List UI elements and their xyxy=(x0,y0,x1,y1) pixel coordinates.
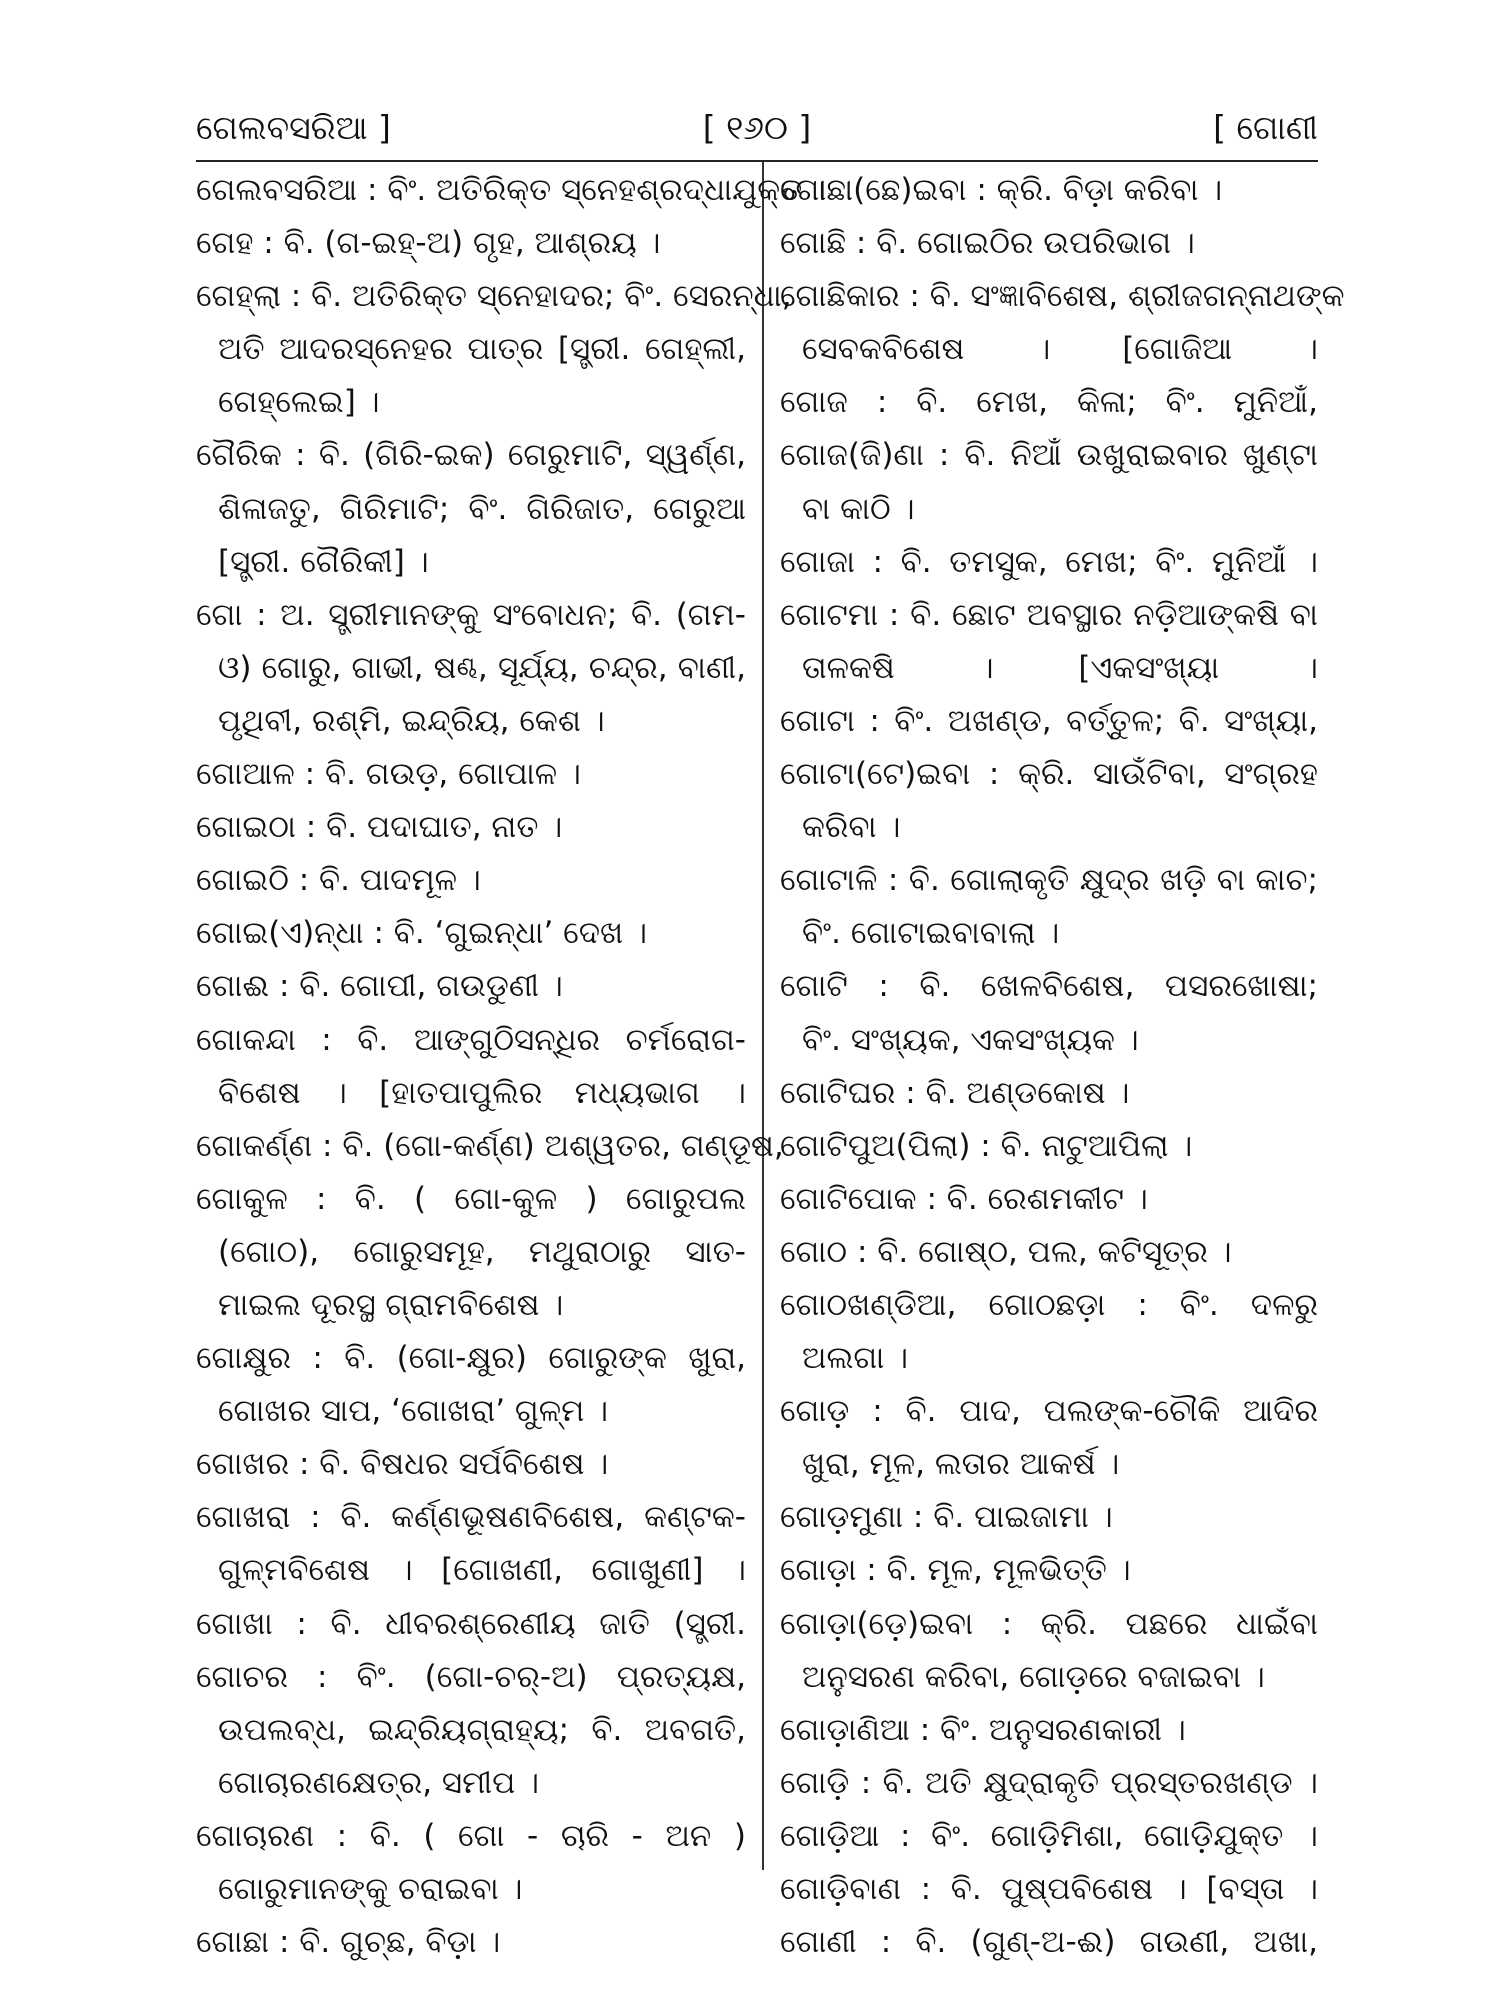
dictionary-line: ଗୋଣୀ : ବି. (ଗୁଣ୍-ଅ-ଈ) ଗଉଣୀ, ଅଖା, xyxy=(780,1924,1318,1961)
dictionary-line: ଗୋଚାରଣ : ବି. ( ଗୋ - ଚାରି - ଅନ ) xyxy=(196,1817,746,1854)
dictionary-line: ଗୋଡ଼ : ବି. ପାଦ, ପଲଙ୍କ-ଚୌକି ଆଦିର xyxy=(780,1393,1318,1430)
dictionary-line: ଗୋଛିକାର : ବି. ସଂଜ୍ଞାବିଶେଷ, ଶ୍ରୀଜଗନ୍ନାଥଙ୍କ xyxy=(780,278,1345,315)
dictionary-line: ଗୋଛା : ବି. ଗୁଚ୍ଛ, ବିଡ଼ା । xyxy=(196,1924,501,1961)
dictionary-line: ଗୋଡ଼ିବାଣ : ବି. ପୁଷ୍ପବିଶେଷ । [ବସ୍ତା । xyxy=(780,1871,1318,1907)
dictionary-line: ଅଲଗା । xyxy=(802,1340,909,1377)
column-divider xyxy=(762,162,764,1870)
dictionary-line: ଗୋଖରା : ବି. କର୍ଣ୍ଣଭୂଷଣବିଶେଷ, କଣ୍ଟକ- xyxy=(196,1499,746,1536)
dictionary-line: ବିଂ. ଗୋଟାଇବାବାଲା । xyxy=(802,915,1060,952)
dictionary-line: ଗୈରିକ : ବି. (ଗିରି-ଇକ) ଗେରୁମାଟି, ସ୍ୱର୍ଣ୍ଣ, xyxy=(196,437,746,474)
page-header xyxy=(196,100,1318,156)
dictionary-line: ଗୋଜ(ଜି)ଣା : ବି. ନିଆଁ ଉଖୁରାଇବାର ଖୁଣ୍ଟା xyxy=(780,437,1318,474)
dictionary-line: ଗୋଖର ସାପ, ‘ଗୋଖରା’ ଗୁଳ୍ମ । xyxy=(218,1393,609,1430)
dictionary-line: ଗୋକର୍ଣ୍ଣ : ବି. (ଗୋ-କର୍ଣ୍ଣ) ଅଶ୍ୱତର, ଗଣ୍ଡୂଷ, xyxy=(196,1127,784,1164)
dictionary-line: ଶିଳାଜତୁ, ଗିରିମାଟି; ବିଂ. ଗିରିଜାତ, ଗେରୁଆ xyxy=(218,490,746,527)
dictionary-line: ଗୋଡ଼ିଆ : ବିଂ. ଗୋଡ଼ିମିଶା, ଗୋଡ଼ିଯୁକ୍ତ । xyxy=(780,1817,1318,1854)
dictionary-line: ଗୋରୁମାନଙ୍କୁ ଚରାଇବା । xyxy=(218,1871,523,1907)
dictionary-line: ବା କାଠି । xyxy=(802,490,915,527)
dictionary-line: ଗେଲବସରିଆ : ବିଂ. ଅତିରିକ୍ତ ସ୍ନେହଶ୍ରଦ୍ଧାଯୁକ୍ତ । xyxy=(196,172,827,208)
dictionary-line: ଗୋଜ : ବି. ମେଖ, କିଳା; ବିଂ. ମୁନିଆଁ, xyxy=(780,384,1318,421)
dictionary-line: ଗୋକୁଳ : ବି. ( ଗୋ-କୁଳ ) ଗୋରୁପଲ xyxy=(196,1180,746,1217)
dictionary-line: ଗୋଟା(ଟେ)ଇବା : କ୍ରି. ସାଉଁଟିବା, ସଂଗ୍ରହ xyxy=(780,756,1318,793)
dictionary-line: ଗୋଇଠି : ବି. ପାଦମୂଳ । xyxy=(196,862,481,899)
dictionary-line: ଗେହ୍ଲେଇ] । xyxy=(218,384,380,421)
dictionary-line: ଗୋଖା : ବି. ଧୀବରଶ୍ରେଣୀୟ ଜାତି (ସ୍ତ୍ରୀ. xyxy=(196,1605,746,1642)
dictionary-line: ଗୋଡ଼ା : ବି. ମୂଳ, ମୂଳଭିତ୍ତି । xyxy=(780,1552,1131,1589)
dictionary-line: ଗେହ : ବି. (ଗ-ଇହ୍-ଅ) ଗୃହ, ଆଶ୍ରୟ । xyxy=(196,225,661,262)
dictionary-line: ଉପଲବ୍ଧ, ଇନ୍ଦ୍ରିୟଗ୍ରାହ୍ୟ; ବି. ଅବଗତି, xyxy=(218,1711,746,1748)
dictionary-line: ଗୋ : ଅ. ସ୍ତ୍ରୀମାନଙ୍କୁ ସଂବୋଧନ; ବି. (ଗମ- xyxy=(196,596,746,633)
dictionary-line: ଗୋଡ଼ମୁଣା : ବି. ପାଇଜାମା । xyxy=(780,1499,1113,1536)
dictionary-line: ଗୋଟିଘର : ବି. ଅଣ୍ଡକୋଷ । xyxy=(780,1074,1130,1111)
dictionary-line: କରିବା । xyxy=(802,809,901,846)
dictionary-line: ଅନୁସରଣ କରିବା, ଗୋଡ଼ରେ ବଜାଇବା । xyxy=(802,1658,1265,1695)
dictionary-line: ବିଶେଷ । [ହାତପାପୁଲିର ମଧ୍ୟଭାଗ । xyxy=(218,1074,746,1111)
header-last-entry: [ ଗୋଣୀ xyxy=(1213,108,1318,147)
dictionary-line: ଗୋଆଳ : ବି. ଗଉଡ଼, ଗୋପାଳ । xyxy=(196,756,581,793)
dictionary-line: ଗୋଠ : ବି. ଗୋଷ୍ଠ, ପଲ, କଟିସୂତ୍ର । xyxy=(780,1233,1232,1270)
dictionary-line: ଗୋଟାଳି : ବି. ଗୋଲାକୃତି କ୍ଷୁଦ୍ର ଖଡ଼ି ବା କାଚ; xyxy=(780,862,1318,899)
dictionary-line: ଗୋଛା(ଛେ)ଇବା : କ୍ରି. ବିଡ଼ା କରିବା । xyxy=(780,172,1223,208)
dictionary-line: ଗୋଇଠା : ବି. ପଦାଘାତ, ନାତ । xyxy=(196,809,563,846)
dictionary-line: ଗୋଚାରଣକ୍ଷେତ୍ର, ସମୀପ । xyxy=(218,1764,540,1801)
dictionary-line: ଗୋଟିପୁଅ(ପିଲା) : ବି. ନାଟୁଆପିଲା । xyxy=(780,1127,1193,1164)
dictionary-line: ସେବକବିଶେଷ । [ଗୋଜିଆ । xyxy=(802,331,1318,368)
dictionary-line: ମାଇଲ ଦୂରସ୍ଥ ଗ୍ରାମବିଶେଷ । xyxy=(218,1286,564,1323)
header-page-number: [ ୧୬୦ ] xyxy=(702,108,812,147)
dictionary-line: ଗୋଟା : ବିଂ. ଅଖଣ୍ଡ, ବର୍ତ୍ତୁଳ; ବି. ସଂଖ୍ୟା, xyxy=(780,702,1318,739)
dictionary-line: ଗୋଡ଼ା(ଡ଼େ)ଇବା : କ୍ରି. ପଛରେ ଧାଇଁବା xyxy=(780,1605,1318,1642)
header-first-entry: ଗେଲବସରିଆ ] xyxy=(196,108,391,147)
dictionary-line: ଗୋଟିପୋକ : ବି. ରେଶମକୀଟ । xyxy=(780,1180,1148,1217)
dictionary-line: ଗୋଈ : ବି. ଗୋପୀ, ଗଉଡୁଣୀ । xyxy=(196,968,563,1005)
dictionary-line: ଗୋଇ(ଏ)ନ୍ଧା : ବି. ‘ଗୁଇନ୍ଧା’ ଦେଖ । xyxy=(196,915,648,952)
dictionary-line: ଗୁଳ୍ମବିଶେଷ । [ଗୋଖଣୀ, ଗୋଖୁଣୀ] । xyxy=(218,1552,746,1589)
dictionary-line: ଗୋଡ଼ାଣିଆ : ବିଂ. ଅନୁସରଣକାରୀ । xyxy=(780,1711,1186,1748)
dictionary-line: ତାଳକଷି । [ଏକସଂଖ୍ୟା । xyxy=(802,649,1318,686)
dictionary-line: ଗେହ୍ଲା : ବି. ଅତିରିକ୍ତ ସ୍ନେହାଦର; ବିଂ. ସେରନ୍ଧା, xyxy=(196,278,792,315)
left-column xyxy=(196,164,827,1969)
dictionary-line: ପୃଥିବୀ, ରଶ୍ମି, ଇନ୍ଦ୍ରିୟ, କେଶ । xyxy=(218,702,605,739)
dictionary-line: ଗୋଟମା : ବି. ଛୋଟ ଅବସ୍ଥାର ନଡ଼ିଆଙ୍କଷି ବା xyxy=(780,596,1318,633)
dictionary-line: ଓ) ଗୋରୁ, ଗାଭୀ, ଷଣ୍ଢ, ସୂର୍ଯ୍ୟ, ଚନ୍ଦ୍ର, ବାଣୀ, xyxy=(218,649,746,686)
dictionary-line: ଗୋଛି : ବି. ଗୋଇଠିର ଉପରିଭାଗ । xyxy=(780,225,1195,262)
dictionary-line: ବିଂ. ସଂଖ୍ୟକ, ଏକସଂଖ୍ୟକ । xyxy=(802,1021,1139,1058)
right-column xyxy=(780,164,1345,1969)
dictionary-line: (ଗୋଠ), ଗୋରୁସମୂହ, ମଥୁରାଠାରୁ ସାତ- xyxy=(218,1233,746,1270)
dictionary-line: ଗୋଚର : ବିଂ. (ଗୋ-ଚର୍-ଅ) ପ୍ରତ୍ୟକ୍ଷ, xyxy=(196,1658,746,1695)
dictionary-line: ଅତି ଆଦରସ୍ନେହର ପାତ୍ର [ସ୍ତ୍ରୀ. ଗେହ୍ଲୀ, xyxy=(218,331,746,368)
header-rule xyxy=(196,160,1318,162)
dictionary-line: ଗୋକନ୍ଦା : ବି. ଆଙ୍ଗୁଠିସନ୍ଧିର ଚର୍ମରୋଗ- xyxy=(196,1021,746,1058)
dictionary-line: ଗୋଠଖଣ୍ଡିଆ, ଗୋଠଛଡ଼ା : ବିଂ. ଦଳରୁ xyxy=(780,1286,1318,1323)
dictionary-line: ଗୋଟି : ବି. ଖେଳବିଶେଷ, ପସରଖୋଷା; xyxy=(780,968,1318,1005)
dictionary-line: ଖୁରା, ମୂଳ, ଲତାର ଆକର୍ଷ । xyxy=(802,1446,1120,1483)
dictionary-line: [ସ୍ତ୍ରୀ. ଗୈରିକୀ] । xyxy=(218,543,429,580)
dictionary-line: ଗୋକ୍ଷୁର : ବି. (ଗୋ-କ୍ଷୁର) ଗୋରୁଙ୍କ ଖୁରା, xyxy=(196,1340,746,1377)
dictionary-line: ଗୋଜା : ବି. ତମସୁକ, ମେଖ; ବିଂ. ମୁନିଆଁ । xyxy=(780,543,1318,580)
dictionary-line: ଗୋଖର : ବି. ବିଷଧର ସର୍ପବିଶେଷ । xyxy=(196,1446,609,1483)
dictionary-line: ଗୋଡ଼ି : ବି. ଅତି କ୍ଷୁଦ୍ରାକୃତି ପ୍ରସ୍ତରଖଣ୍ଡ । xyxy=(780,1764,1318,1801)
